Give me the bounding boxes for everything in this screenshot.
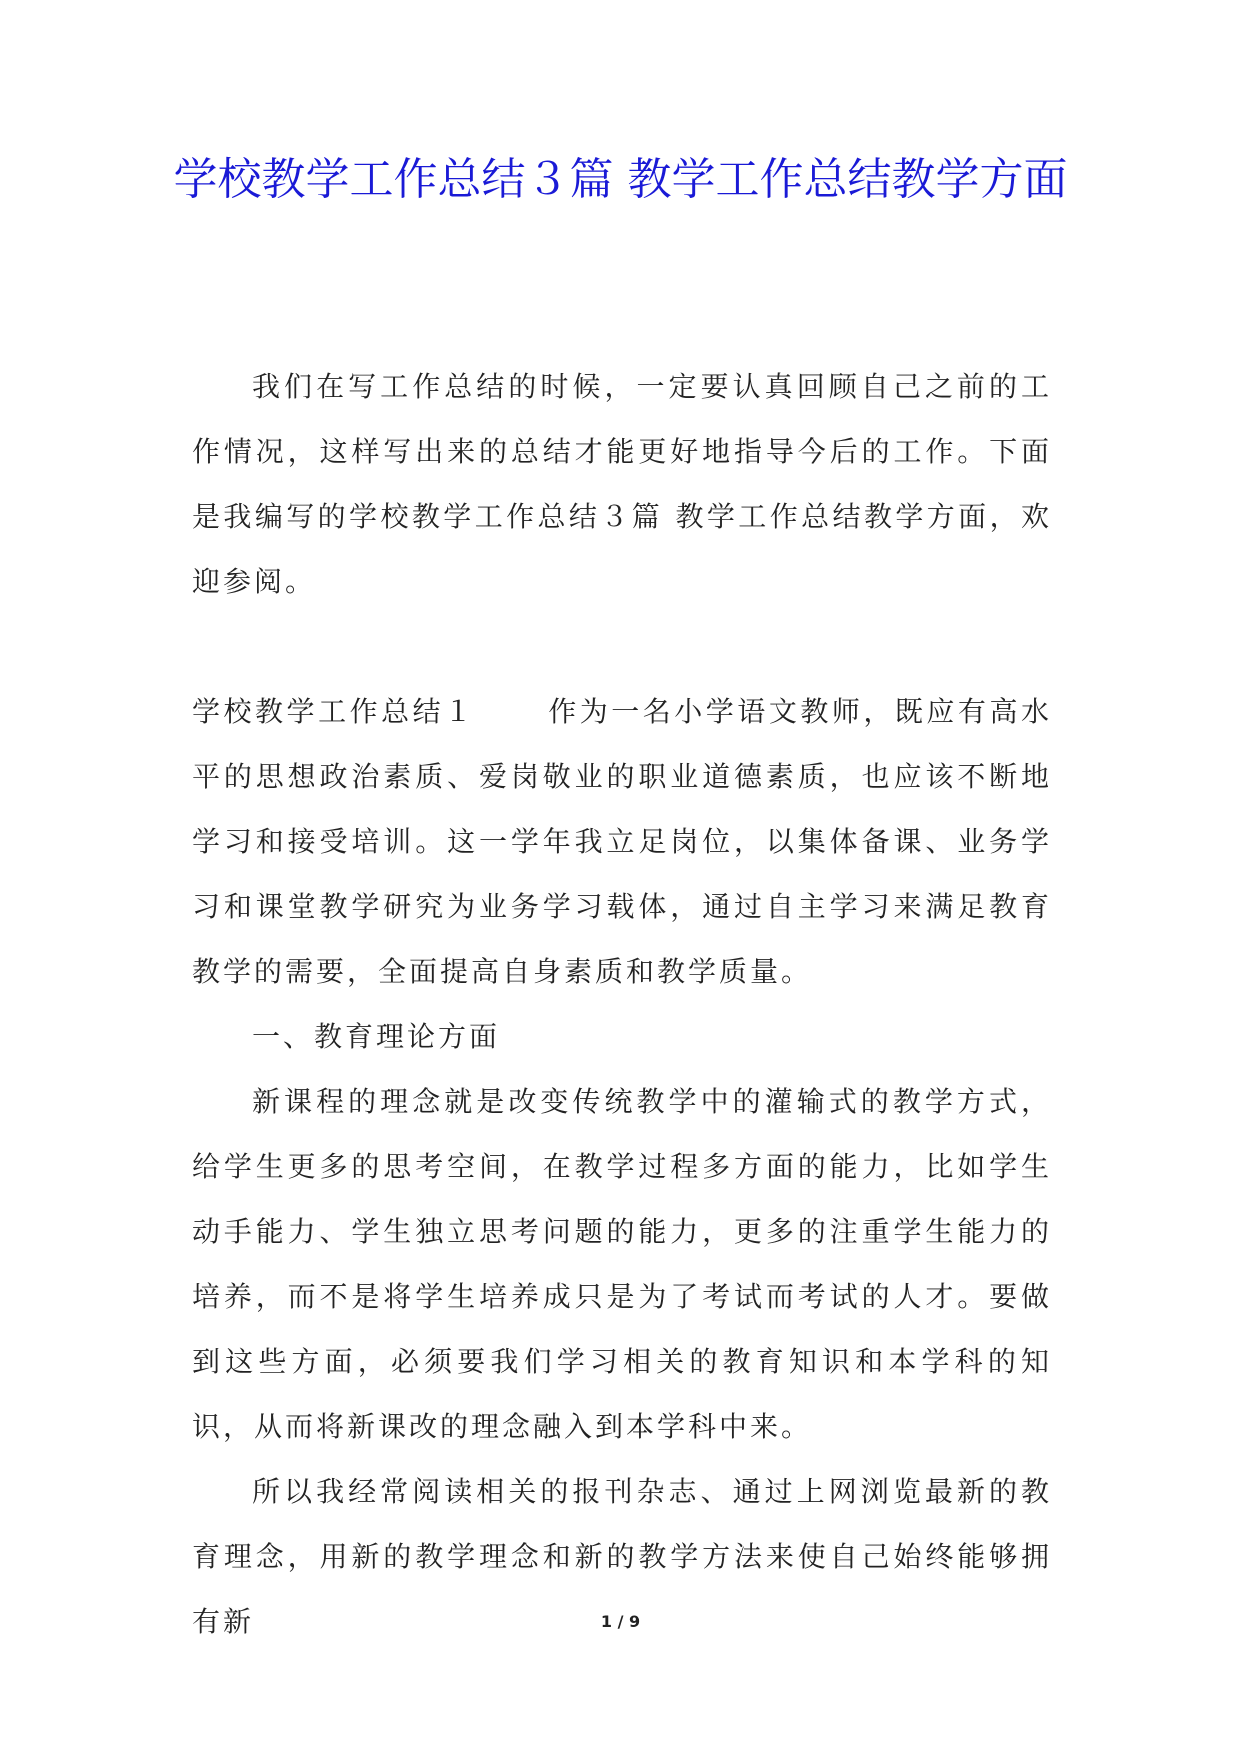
section-1-paragraph <box>192 679 1052 1004</box>
section-1-label: 学校教学工作总结１ <box>192 695 476 728</box>
page-number: 1 / 9 <box>600 1612 641 1631</box>
document-body <box>192 354 1052 1654</box>
paragraph-reading: 所以我经常阅读相关的报刊杂志、通过上网浏览最新的教育理念，用新的教学理念和新的教学方法来使自己始终能够拥有新 <box>192 1475 1052 1638</box>
section-1-text: 作为一名小学语文教师，既应有高水平的思想政治素质、爱岗敬业的职业道德素质，也应该不断地学习和接受培训。这一学年我立足岗位，以集体备课、业务学习和课堂教学研究为业务学习载体，通过自主学习来满足教育教学的需要，全面提高自身素质和教学质量。 <box>192 695 1052 988</box>
intro-paragraph: 我们在写工作总结的时候，一定要认真回顾自己之前的工作情况，这样写出来的总结才能更好地指导今后的工作。下面是我编写的学校教学工作总结３篇 教学工作总结教学方面，欢迎参阅。 <box>192 370 1052 598</box>
document-title: 学校教学工作总结３篇 教学工作总结教学方面 <box>173 154 1068 205</box>
heading-education-theory: 一、教育理论方面 <box>252 1020 501 1053</box>
paragraph-new-curriculum: 新课程的理念就是改变传统教学中的灌输式的教学方式，给学生更多的思考空间，在教学过程多方面的能力，比如学生动手能力、学生独立思考问题的能力，更多的注重学生能力的培养，而不是将学生培养成只是为了考试而考试的人才。要做到这些方面，必须要我们学习相关的教育知识和本学科的知识，从而将新课改的理念融入到本学科中来。 <box>192 1085 1052 1443</box>
